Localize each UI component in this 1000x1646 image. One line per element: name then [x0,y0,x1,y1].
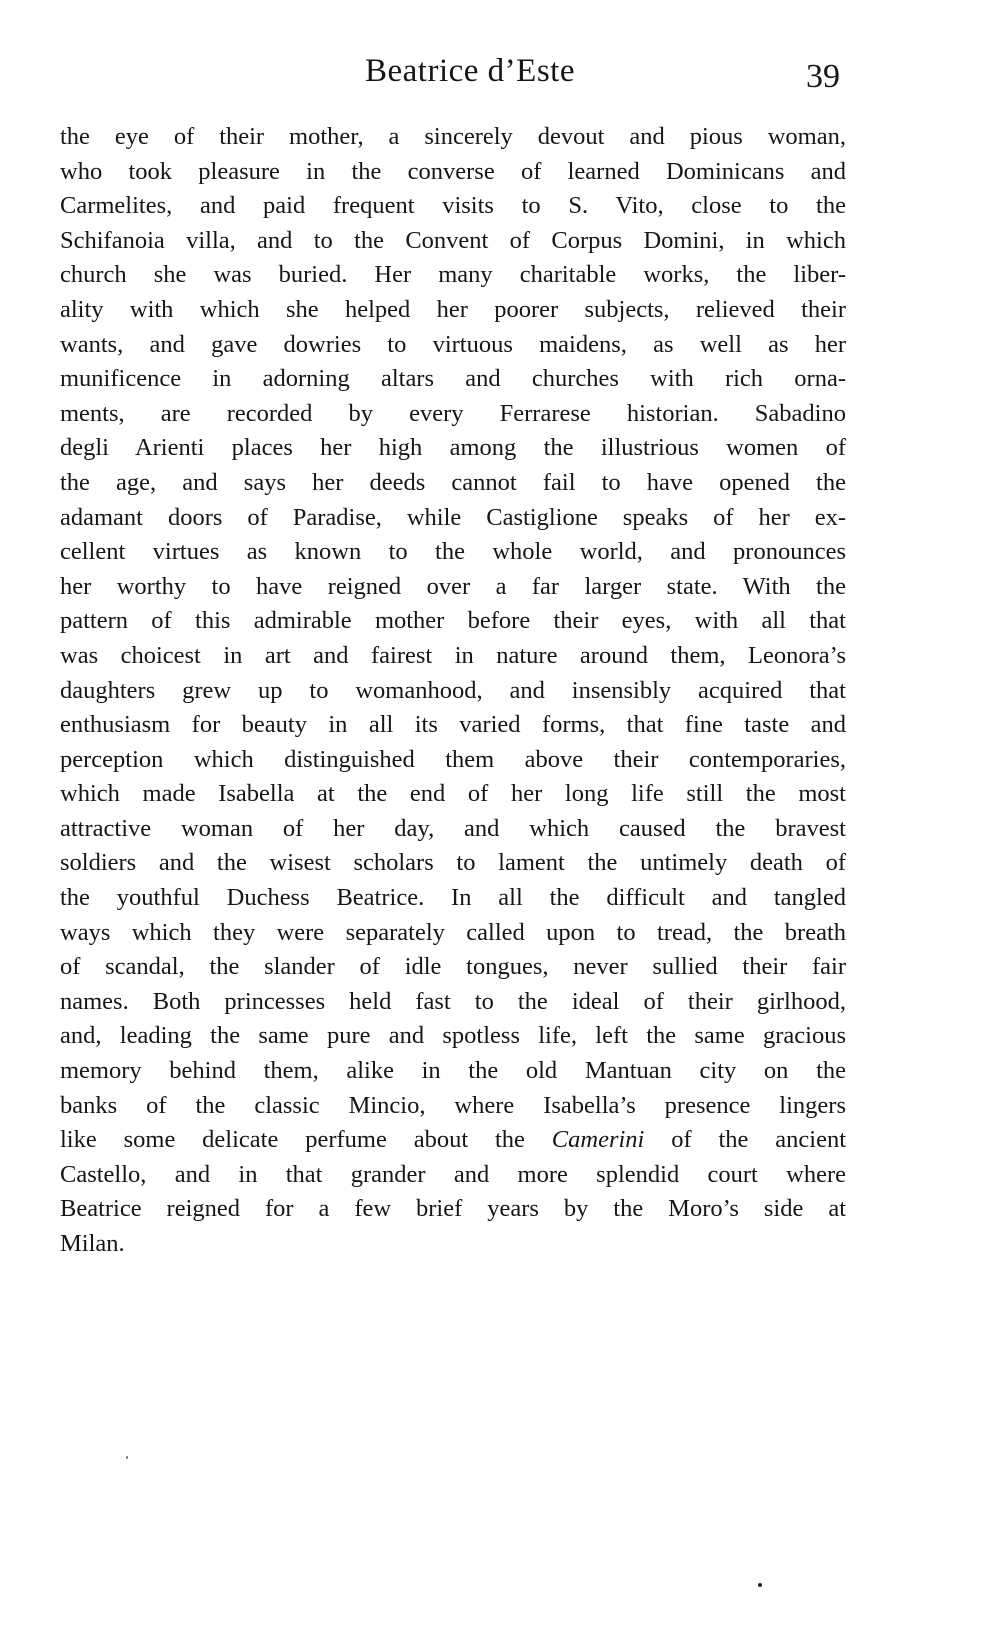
text-line: degli Arienti places her high among the illustrious women of [60,434,846,462]
text-line: and, leading the same pure and spotless life, left the same gracious [60,1022,846,1050]
print-speck [758,1583,762,1587]
italic-term-camerini: Camerini [551,1126,645,1154]
text-line: soldiers and the wisest scholars to lament the untimely death of [60,849,846,877]
text-line: ality with which she helped her poorer subjects, relieved their [60,295,846,323]
text-line: which made Isabella at the end of her long life still the most [60,780,846,808]
text-fragment: like some delicate perfume about the [60,1126,552,1154]
text-line: ways which they were separately called upon to tread, the breath [60,918,846,946]
text-line: the age, and says her deeds cannot fail to have opened the [60,468,846,496]
text-line: of scandal, the slander of idle tongues, never sullied their fair [60,953,846,981]
text-line: names. Both princesses held fast to the ideal of their girlhood, [60,987,846,1015]
body-paragraph [60,120,846,1262]
text-line: her worthy to have reigned over a far larger state. With the [60,572,846,600]
text-line: church she was buried. Her many charitable works, the liber- [60,261,846,289]
text-line: wants, and gave dowries to virtuous maidens, as well as her [60,330,846,358]
text-line: who took pleasure in the converse of learned Dominicans and [60,157,846,185]
text-line: Castello, and in that grander and more splendid court where [60,1160,846,1188]
text-line: attractive woman of her day, and which caused the bravest [60,814,846,842]
text-line: banks of the classic Mincio, where Isabella’s presence lingers [60,1091,846,1119]
running-head [0,46,1000,96]
text-line: enthusiasm for beauty in all its varied forms, that fine taste and [60,711,846,739]
text-line: Beatrice reigned for a few brief years by the Moro’s side at [60,1195,846,1223]
text-line: memory behind them, alike in the old Mantuan city on the [60,1057,846,1085]
text-line: perception which distinguished them above their contemporaries, [60,745,846,773]
text-line: the youthful Duchess Beatrice. In all the difficult and tangled [60,884,846,912]
text-line: munificence in adorning altars and churches with rich orna- [60,365,846,393]
text-line-final: Milan. [60,1230,125,1257]
text-line: Schifanoia villa, and to the Convent of Corpus Domini, in which [60,226,846,254]
text-line: ments, are recorded by every Ferrarese historian. Sabadino [60,399,846,427]
text-fragment: of the ancient [644,1126,847,1154]
text-line: cellent virtues as known to the whole world, and pronounces [60,538,846,566]
running-title: Beatrice d’Este [365,53,575,89]
text-line: daughters grew up to womanhood, and insensibly acquired that [60,676,846,704]
text-line: adamant doors of Paradise, while Castiglione speaks of her ex- [60,503,846,531]
print-speck [126,1456,128,1459]
text-line: was choicest in art and fairest in nature around them, Leonora’s [60,641,846,669]
page-number: 39 [806,58,840,95]
text-line: pattern of this admirable mother before their eyes, with all that [60,607,846,635]
text-line: Carmelites, and paid frequent visits to S. Vito, close to the [60,192,846,220]
text-line: the eye of their mother, a sincerely devout and pious woman, [60,123,846,150]
text-line-camerini [60,1123,846,1158]
